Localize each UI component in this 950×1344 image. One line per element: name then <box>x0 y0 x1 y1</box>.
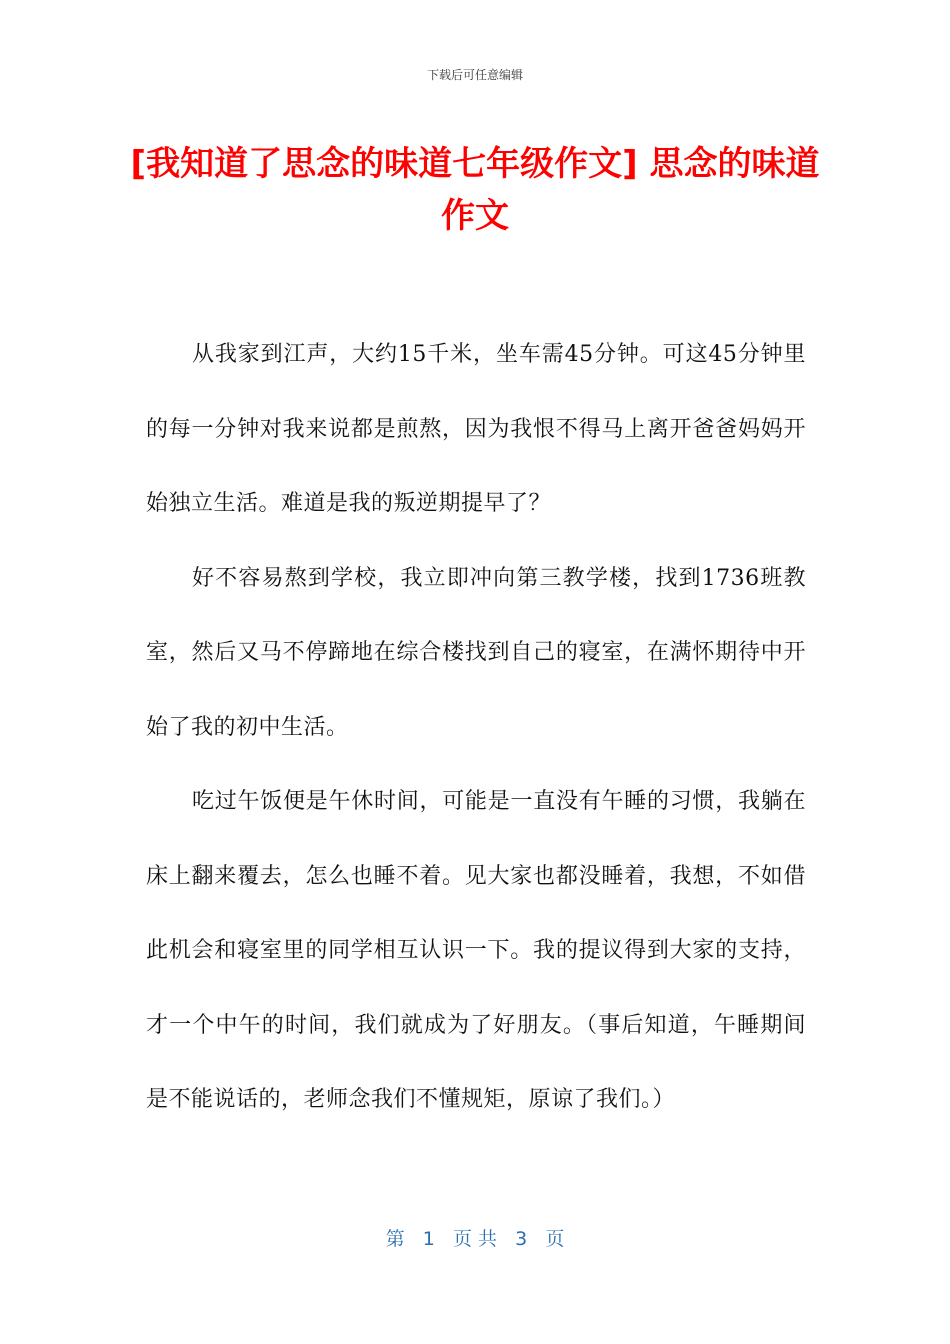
page-prefix: 第 <box>385 1228 405 1250</box>
page-middle: 页 共 <box>452 1228 498 1250</box>
page-total: 3 <box>515 1228 528 1250</box>
paragraph-3: 吃过午饭便是午休时间，可能是一直没有午睡的习惯，我躺在床上翻来覆去，怎么也睡不着。见大家也都没睡着，我想，不如借此机会和寝室里的同学相互认识一下。我的提议得到大家的支持，才一个中午的时间，我们就成为了好朋友。（事后知道，午睡期间是不能说话的，老师念我们不懂规矩，原谅了我们。） <box>146 789 806 1112</box>
document-title: [我知道了思念的味道七年级作文] 思念的味道作文 <box>130 144 820 236</box>
header-note: 下载后可任意编辑 <box>426 68 523 82</box>
document-body <box>146 318 806 1138</box>
paragraph-2: 好不容易熬到学校，我立即冲向第三教学楼，找到1736班教室，然后又马不停蹄地在综合楼找到自己的寝室，在满怀期待中开始了我的初中生活。 <box>146 565 806 740</box>
page-suffix: 页 <box>545 1228 565 1250</box>
page-footer <box>0 1224 950 1251</box>
page-current: 1 <box>422 1228 435 1250</box>
paragraph-1: 从我家到江声，大约15千米，坐车需45分钟。可这45分钟里的每一分钟对我来说都是煎熬，因为我恨不得马上离开爸爸妈妈开始独立生活。难道是我的叛逆期提早了？ <box>146 342 806 516</box>
